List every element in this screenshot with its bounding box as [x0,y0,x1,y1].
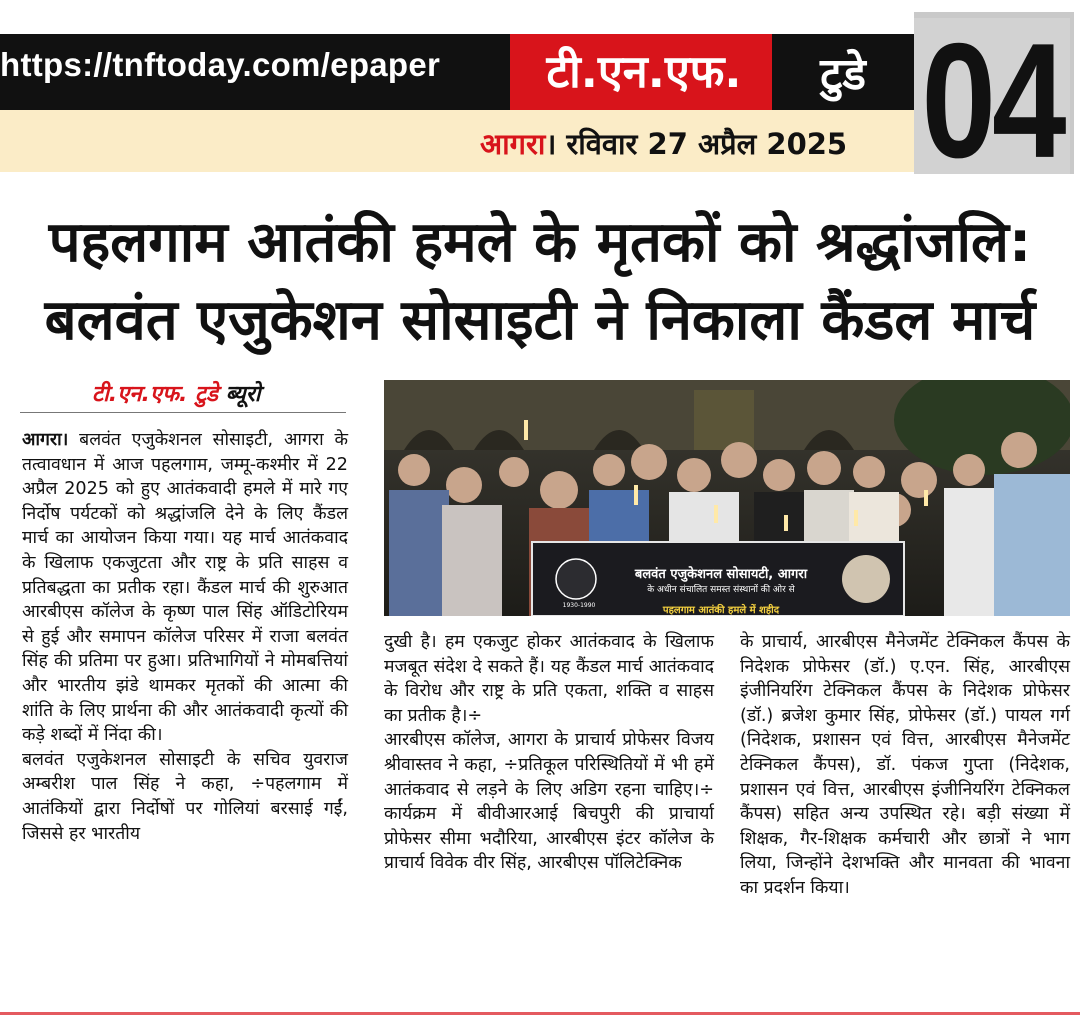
paragraph-text: बलवंत एजुकेशनल सोसाइटी, आगरा के तत्वावधान में आज पहलगाम, जम्मू-कश्मीर में 22 अप्रैल 2025 को हुए आतंकवादी हमले में मारे गए निर्दोष पर्यटकों को श्रद्धांजलि देने के लिए कैंडल मार्च का आयोजन किया गया। यह मार्च आतंकवाद के खिलाफ एकजुटता और राष्ट्र के प्रति साहस व प्रतिबद्धता का प्रतीक रहा। कैंडल मार्च की शुरुआत आरबीएस कॉलेज के कृष्ण पाल सिंह ऑडिटोरियम से हुई और समापन कॉलेज परिसर में राजा बलवंत सिंह की प्रतिमा पर हुआ। प्रतिभागियों ने मोमबत्तियां और भारतीय झंडे थामकर मृतकों की आत्मा की शांति के लिए प्रार्थना की और आतंकवादी कृत्यों की कड़े शब्दों में निंदा की। [22,430,348,746]
headline [0,204,1080,360]
paragraph: बलवंत एजुकेशनल सोसाइटी के सचिव युवराज अम्बरीश पाल सिंह ने कहा, ÷पहलगाम में आतंकियों द्वारा निर्दोषों पर गोलियां बरसाई गईं, जिससे हर भारतीय [22,749,348,844]
byline-brand: टी.एन.एफ. टुडे [92,382,218,407]
paragraph [22,428,348,748]
article-column-3 [740,630,1070,901]
newspaper-logo: टी.एन.एफ. [546,45,742,98]
article-photo [384,380,1070,616]
dateline-lead: आगरा। [22,430,69,450]
headline-line-2: बलवंत एजुकेशन सोसाइटी ने निकाला कैंडल मार्च [44,288,1036,353]
masthead [0,0,1080,193]
footer-rule [0,1012,1080,1015]
banner-title: बलवंत एजुकेशनल सोसायटी, आगरा [634,567,808,582]
article-column-1 [22,428,348,846]
dateline [480,124,847,163]
byline-rule [20,412,346,413]
page-number: 04 [921,10,1063,193]
paragraph: के प्राचार्य, आरबीएस मैनेजमेंट टेक्निकल कैंपस के निदेशक प्रोफेसर (डॉ.) ए.एन. सिंह, आरबीएस इंजीनियरिंग टेक्निकल कैंपस के निदेशक प्रोफेसर (डॉ.) ब्रजेश कुमार सिंह, प्रोफेसर (डॉ.) पायल गर्ग (निदेशक, प्रशासन एवं वित्त, आरबीएस मैनेजमेंट टेक्निकल कैंपस), डॉ. पंकज गुप्ता (निदेशक, प्रशासन एवं वित्त, आरबीएस इंजीनियरिंग टेक्निकल कैंपस) सहित अन्य उपस्थित रहे। बड़ी संख्या में शिक्षक, गैर-शिक्षक कर्मचारी और छात्रों ने भाग लिया, जिन्होंने देशभक्ति और मानवता की भावना का प्रदर्शन किया। [740,632,1070,898]
paragraph: दुखी है। हम एकजुट होकर आतंकवाद के खिलाफ मजबूत संदेश दे सकते हैं। यह कैंडल मार्च आतंकवाद के विरोध और राष्ट्र के प्रति एकता, शक्ति व साहस का प्रतीक है।÷ [384,632,714,726]
headline-line-1: पहलगाम आतंकी हमले के मृतकों को श्रद्धांजलि: [48,210,1032,275]
epaper-url[interactable]: https://tnftoday.com/epaper [0,46,441,83]
paragraph: आरबीएस कॉलेज, आगरा के प्राचार्य प्रोफेसर विजय श्रीवास्तव ने कहा, ÷प्रतिकूल परिस्थितियों में भी हमें आतंकवाद से लड़ने के लिए अडिग रहना चाहिए।÷ कार्यक्रम में बीवीआरआई बिचपुरी की प्राचार्या प्रोफेसर सीमा भदौरिया, आरबीएस इंटर कॉलेज के प्राचार्य विवेक वीर सिंह, आरबीएस पॉलिटेक्निक [384,730,714,874]
byline [92,378,260,408]
banner-subtitle: के अधीन संचालित समस्त संस्थानों की ओर से [647,585,795,595]
banner-year: 1930-1990 [562,602,596,609]
byline-suffix: ब्यूरो [225,382,261,407]
banner-footer: पहलगाम आतंकी हमले में शहीद [662,605,780,616]
article-column-2 [384,630,714,876]
newspaper-logo-today: टुडे [820,49,866,100]
dateline-city: आगरा [480,127,546,161]
dateline-date: । रविवार 27 अप्रैल 2025 [545,127,848,161]
